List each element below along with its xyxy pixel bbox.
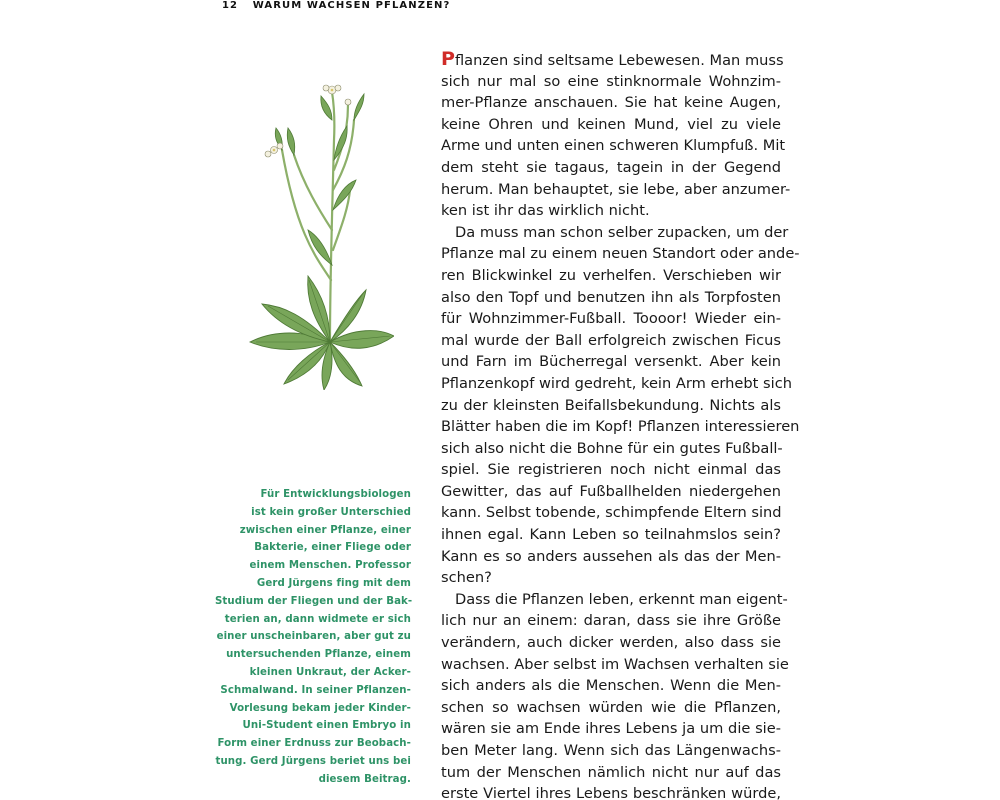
- plant-arabidopsis-icon: [244, 80, 394, 390]
- article-line: Kann es so anders aussehen als das der Men-: [441, 547, 781, 565]
- drop-cap: P: [441, 48, 455, 70]
- article-line: ren Blickwinkel zu verhelfen. Verschieben wir: [441, 266, 781, 284]
- caption-line: Uni-Student einen Embryo in: [242, 720, 411, 732]
- article-line: mal wurde der Ball erfolgreich zwischen Ficus: [441, 331, 781, 349]
- article-body: [441, 48, 800, 800]
- image-caption: [215, 486, 411, 789]
- caption-line: zwischen einer Pflanze, einer: [239, 524, 411, 536]
- chapter-title: WARUM WACHSEN PFLANZEN?: [252, 0, 451, 11]
- article-line: Da muss man schon selber zupacken, um der: [455, 223, 789, 241]
- article-line: spiel. Sie registrieren noch nicht einmal das: [441, 461, 781, 479]
- article-line: schen?: [441, 569, 492, 587]
- caption-line: tung. Gerd Jürgens beriet uns bei: [215, 755, 411, 767]
- article-line: herum. Man behauptet, sie lebe, aber anzumer-: [441, 180, 791, 198]
- article-line: mer-Pflanze anschauen. Sie hat keine Augen,: [441, 94, 781, 112]
- caption-line: Schmalwand. In seiner Pflanzen-: [220, 684, 411, 696]
- caption-line: Form einer Erdnuss zur Beobach-: [217, 738, 411, 750]
- article-line: kann. Selbst tobende, schimpfende Eltern sind: [441, 504, 782, 522]
- article-line: also den Topf und benutzen ihn als Torpfosten: [441, 288, 781, 306]
- article-line: Gewitter, das auf Fußballhelden niedergehen: [441, 482, 781, 500]
- caption-line: diesem Beitrag.: [318, 773, 411, 785]
- caption-line: einer unscheinbaren, aber gut zu: [216, 631, 411, 643]
- caption-line: einem Menschen. Professor: [249, 560, 411, 572]
- article-line: und Farn im Bücherregal versenkt. Aber kein: [441, 353, 781, 371]
- caption-line: Gerd Jürgens fing mit dem: [256, 577, 411, 589]
- article-line: zu der kleinsten Beifallsbekundung. Nichts als: [441, 396, 781, 414]
- caption-line: kleinen Unkraut, der Acker-: [249, 666, 411, 678]
- article-line: wachsen. Aber selbst im Wachsen verhalten sie: [441, 655, 789, 673]
- caption-line: Vorlesung bekam jeder Kinder-: [229, 702, 411, 714]
- caption-line: Für Entwicklungsbiologen: [260, 489, 411, 500]
- article-line-text: flanzen sind seltsame Lebewesen. Man muss: [454, 52, 784, 69]
- article-line: ben Meter lang. Wenn sich das Längenwachs-: [441, 742, 781, 759]
- article-line: tum der Menschen nämlich nicht nur auf das: [441, 763, 781, 781]
- page-number: 12: [222, 0, 239, 11]
- article-line: ihnen egal. Kann Leben so teilnahmslos sein?: [441, 526, 781, 544]
- article-line: Dass die Pflanzen leben, erkennt man eigent-: [455, 590, 788, 608]
- caption-line: terien an, dann widmete er sich: [224, 613, 411, 625]
- article-line: Pflanzenkopf wird gedreht, kein Arm erhebt sich: [441, 374, 792, 392]
- article-line: sich also nicht die Bohne für ein gutes Fußball-: [441, 439, 783, 457]
- article-line: für Wohnzimmer-Fußball. Toooor! Wieder ein-: [441, 310, 781, 328]
- article-line: wären sie am Ende ihres Lebens ja um die sie-: [441, 720, 781, 738]
- article-line: sich anders als die Menschen. Wenn die Men-: [441, 677, 781, 695]
- article-line: dem steht sie tagaus, tagein in der Gegend: [441, 158, 781, 176]
- article-line: verändern, auch dicker werden, also dass sie: [441, 634, 781, 652]
- article-line: schen so wachsen würden wie die Pflanzen,: [441, 698, 781, 716]
- article-line: ken ist ihr das wirklich nicht.: [441, 202, 650, 220]
- article-line: [441, 48, 784, 71]
- caption-line: Bakterie, einer Fliege oder: [254, 542, 411, 554]
- article-line: Pflanze mal zu einem neuen Standort oder ande-: [441, 245, 800, 263]
- caption-line: Studium der Fliegen und der Bak-: [215, 595, 413, 607]
- caption-line: untersuchenden Pflanze, einem: [226, 649, 411, 661]
- article-line: lich nur an einem: daran, dass sie ihre Größe: [441, 612, 781, 630]
- running-head: [222, 0, 450, 11]
- plant-illustration: [244, 80, 394, 390]
- article-line: Blätter haben die im Kopf! Pflanzen interessieren: [441, 418, 800, 436]
- caption-line: ist kein großer Unterschied: [251, 506, 411, 518]
- article-line: keine Ohren und keinen Mund, viel zu viele: [441, 115, 781, 133]
- article-line: Arme und unten einen schweren Klumpfuß. Mit: [441, 137, 786, 155]
- article-line: erste Viertel ihres Lebens beschränken würde,: [441, 785, 781, 800]
- article-line: sich nur mal so eine stinknormale Wohnzim-: [441, 72, 781, 90]
